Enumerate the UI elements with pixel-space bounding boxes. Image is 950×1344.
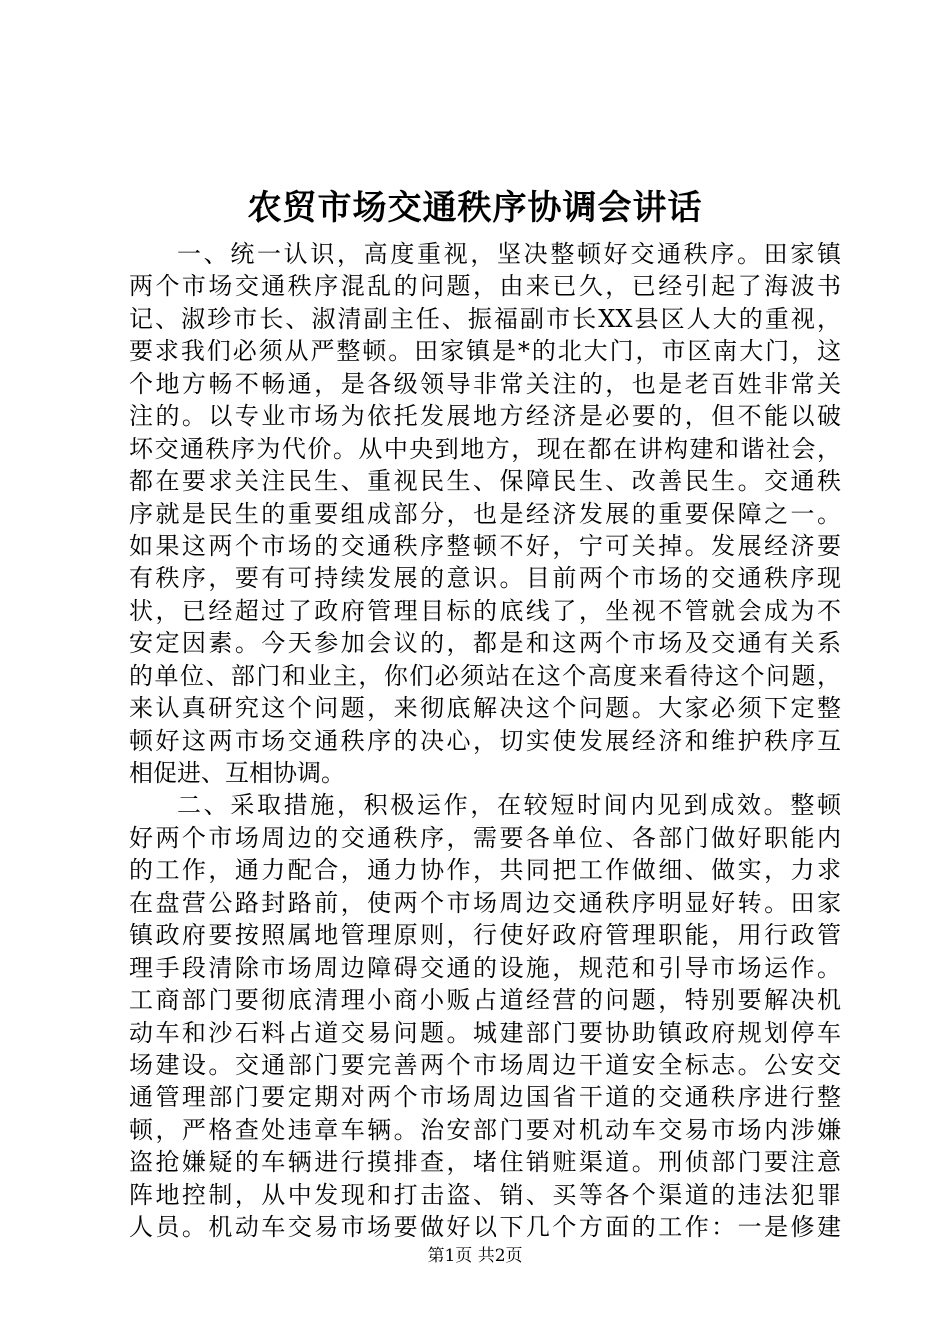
- body-line: 状，已经超过了政府管理目标的底线了，坐视不管就会成为不: [129, 596, 841, 625]
- document-title: 农贸市场交通秩序协调会讲话: [247, 188, 703, 228]
- body-line: 通管理部门要定期对两个市场周边国省干道的交通秩序进行整: [129, 1083, 841, 1112]
- body-line: 盗抢嫌疑的车辆进行摸排查，堵住销赃渠道。刑侦部门要注意: [129, 1148, 841, 1177]
- body-line: 有秩序，要有可持续发展的意识。目前两个市场的交通秩序现: [129, 564, 841, 593]
- body-line: 安定因素。今天参加会议的，都是和这两个市场及交通有关系: [129, 629, 841, 658]
- body-line: 理手段清除市场周边障碍交通的设施，规范和引导市场运作。: [129, 953, 841, 982]
- body-line: 动车和沙石料占道交易问题。城建部门要协助镇政府规划停车: [129, 1018, 841, 1047]
- body-line: 阵地控制，从中发现和打击盗、销、买等各个渠道的违法犯罪: [129, 1180, 841, 1209]
- body-line: 序就是民生的重要组成部分，也是经济发展的重要保障之一。: [129, 499, 841, 528]
- body-line: 一、统一认识，高度重视，坚决整顿好交通秩序。田家镇: [177, 240, 841, 268]
- body-line: 好两个市场周边的交通秩序，需要各单位、各部门做好职能内: [129, 823, 841, 852]
- body-line: 两个市场交通秩序混乱的问题，由来已久，已经引起了海波书: [129, 272, 841, 301]
- body-line: 顿，严格查处违章车辆。治安部门要对机动车交易市场内涉嫌: [129, 1115, 841, 1144]
- body-line: 如果这两个市场的交通秩序整顿不好，宁可关掉。发展经济要: [129, 531, 841, 560]
- body-line: 工商部门要彻底清理小商小贩占道经营的问题，特别要解决机: [129, 986, 841, 1015]
- body-line: 人员。机动车交易市场要做好以下几个方面的工作：一是修建: [129, 1213, 841, 1242]
- body-line: 相促进、互相协调。: [129, 759, 345, 787]
- body-line: 注的。以专业市场为依托发展地方经济是必要的，但不能以破: [129, 402, 841, 431]
- body-line: 个地方畅不畅通，是各级领导非常关注的，也是老百姓非常关: [129, 369, 841, 398]
- body-line: 二、采取措施，积极运作，在较短时间内见到成效。整顿: [177, 791, 841, 820]
- body-line: 的单位、部门和业主，你们必须站在这个高度来看待这个问题，: [129, 661, 841, 690]
- page-footer: 第1页 共2页: [427, 1246, 523, 1266]
- body-line: 来认真研究这个问题，来彻底解决这个问题。大家必须下定整: [129, 694, 841, 723]
- body-line: 顿好这两市场交通秩序的决心，切实使发展经济和维护秩序互: [129, 726, 841, 755]
- body-line: 的工作，通力配合，通力协作，共同把工作做细、做实，力求: [129, 856, 841, 885]
- body-line: 在盘营公路封路前，使两个市场周边交通秩序明显好转。田家: [129, 888, 841, 917]
- body-line: 镇政府要按照属地管理原则，行使好政府管理职能，用行政管: [129, 921, 841, 950]
- document-body: [129, 238, 841, 1244]
- body-line: 要求我们必须从严整顿。田家镇是*的北大门，市区南大门，这: [129, 337, 841, 366]
- body-line: 坏交通秩序为代价。从中央到地方，现在都在讲构建和谐社会，: [129, 434, 841, 463]
- body-line: 都在要求关注民生、重视民生、保障民生、改善民生。交通秩: [129, 467, 841, 496]
- body-line: 场建设。交通部门要完善两个市场周边干道安全标志。公安交: [129, 1050, 841, 1079]
- body-line: 记、淑珍市长、淑清副主任、振福副市长XX县区人大的重视，: [129, 304, 841, 333]
